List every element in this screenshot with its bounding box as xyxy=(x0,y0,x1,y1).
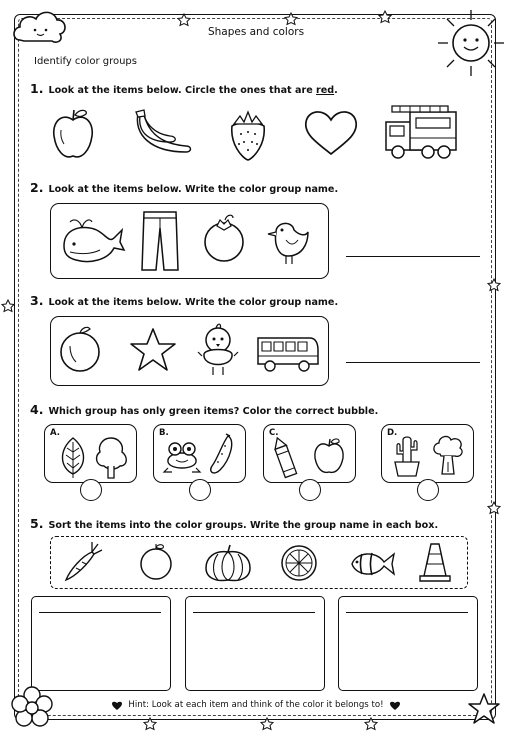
orange-icon[interactable] xyxy=(137,542,175,582)
question-4 xyxy=(30,402,378,417)
question-number: 2. xyxy=(30,180,44,195)
frog-icon xyxy=(164,438,200,474)
hint-text: Hint: Look at each item and think of the color it belongs to! xyxy=(128,700,384,710)
q4-bubble-d[interactable] xyxy=(417,479,439,501)
pumpkin-icon[interactable] xyxy=(204,544,252,584)
bird-icon[interactable] xyxy=(266,214,312,266)
option-label: C. xyxy=(269,428,279,438)
question-text: Sort the items into the color groups. Write the group name in each box. xyxy=(48,520,439,531)
q4-bubble-a[interactable] xyxy=(80,479,102,501)
q5-group-box-1[interactable] xyxy=(31,596,171,691)
chick-icon[interactable] xyxy=(196,322,240,378)
q5-item-strip xyxy=(50,536,468,589)
heart-icon[interactable] xyxy=(302,108,360,158)
hint-row xyxy=(0,700,512,710)
q4-bubble-b[interactable] xyxy=(189,479,211,501)
question-1 xyxy=(30,81,338,96)
heart-icon xyxy=(390,701,400,710)
leaf-icon xyxy=(58,436,88,478)
cactus-icon xyxy=(390,434,424,478)
option-label: A. xyxy=(50,428,60,438)
q4-bubble-c[interactable] xyxy=(299,479,321,501)
fire-truck-icon[interactable] xyxy=(380,104,464,160)
emphasis-word: red xyxy=(316,85,335,96)
question-number: 3. xyxy=(30,293,44,308)
option-label: D. xyxy=(387,428,398,438)
page-subtitle: Identify color groups xyxy=(34,56,137,67)
q5-group-name-line-2[interactable] xyxy=(193,612,315,613)
carrot-icon[interactable] xyxy=(62,542,102,584)
question-text: Look at the items below. Write the color group name. xyxy=(48,297,339,308)
cucumber-icon xyxy=(206,432,236,476)
orange-slice-icon[interactable] xyxy=(279,543,319,583)
q5-group-name-line-3[interactable] xyxy=(346,612,468,613)
option-label: B. xyxy=(159,428,169,438)
school-bus-icon[interactable] xyxy=(254,332,322,374)
sun-icon xyxy=(436,8,506,78)
question-text: Which group has only green items? Color the correct bubble. xyxy=(48,406,379,417)
question-text: Look at the items below. Circle the ones that are red. xyxy=(48,85,338,96)
q3-answer-line[interactable] xyxy=(346,362,480,363)
strawberry-icon[interactable] xyxy=(226,104,270,162)
lemon-icon[interactable] xyxy=(56,324,104,374)
heart-icon xyxy=(112,701,122,710)
star-icon[interactable] xyxy=(128,326,178,374)
traffic-cone-icon[interactable] xyxy=(418,540,452,584)
question-5 xyxy=(30,516,438,531)
clownfish-icon[interactable] xyxy=(348,548,396,582)
q5-group-name-line-1[interactable] xyxy=(39,612,161,613)
question-2 xyxy=(30,180,338,195)
page-title: Shapes and colors xyxy=(207,26,305,38)
blueberry-icon[interactable] xyxy=(201,214,247,264)
bananas-icon[interactable] xyxy=(130,108,196,160)
q5-group-box-2[interactable] xyxy=(185,596,325,691)
question-3 xyxy=(30,293,338,308)
question-number: 4. xyxy=(30,402,44,417)
question-number: 5. xyxy=(30,516,44,531)
q2-answer-line[interactable] xyxy=(346,256,480,257)
apple-icon xyxy=(312,436,346,476)
q5-group-box-3[interactable] xyxy=(338,596,478,691)
apple-icon[interactable] xyxy=(50,106,96,162)
crayon-icon xyxy=(272,434,300,478)
jeans-icon[interactable] xyxy=(140,210,180,272)
whale-icon[interactable] xyxy=(60,216,126,266)
question-number: 1. xyxy=(30,81,44,96)
broccoli-icon xyxy=(430,434,466,476)
question-text: Look at the items below. Write the color group name. xyxy=(48,184,339,195)
tree-icon xyxy=(94,436,128,478)
